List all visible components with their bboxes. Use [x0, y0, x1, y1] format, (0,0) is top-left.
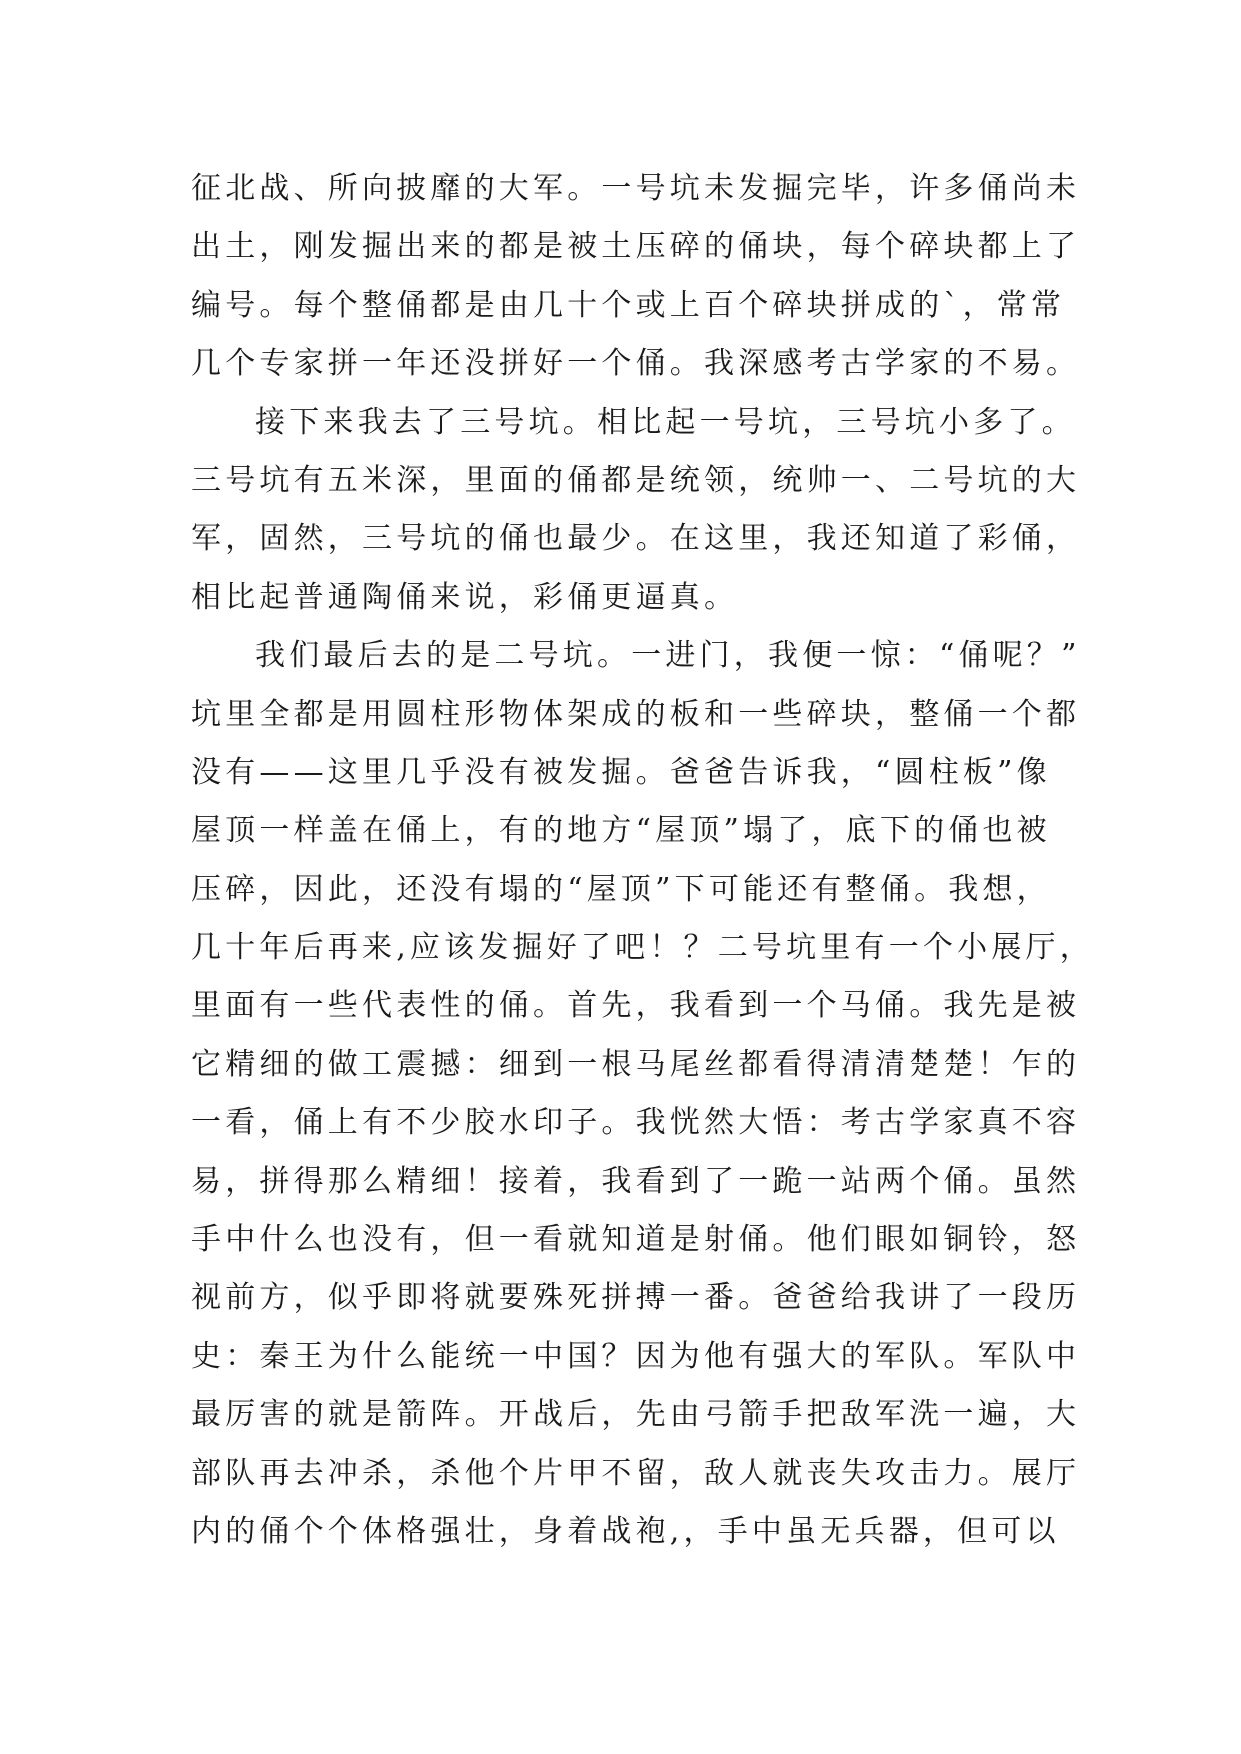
text-line: 相比起普通陶俑来说，彩俑更逼真。 — [191, 579, 739, 615]
text-line: 三号坑有五米深，里面的俑都是统领，统帅一、二号坑的大 — [191, 462, 1081, 498]
text-line: 几个专家拼一年还没拼好一个俑。我深感考古学家的不易。 — [191, 346, 1081, 382]
text-line: 内的俑个个体格强壮，身着战袍,，手中虽无兵器，但可以 — [191, 1513, 1060, 1549]
paragraph-first-line: 我们最后去的是二号坑。一进门，我便一惊：“俑呢？” — [255, 638, 1081, 674]
text-line: 它精细的做工震撼：细到一根马尾丝都看得清清楚楚！乍的 — [191, 1046, 1081, 1082]
text-line: 部队再去冲杀，杀他个片甲不留，敌人就丧失攻击力。展厅 — [191, 1455, 1081, 1491]
paragraph-first-line: 接下来我去了三号坑。相比起一号坑，三号坑小多了。 — [255, 404, 1076, 440]
text-line: 编号。每个整俑都是由几十个或上百个碎块拼成的`，常常 — [191, 287, 1066, 323]
text-line: 军，固然，三号坑的俑也最少。在这里，我还知道了彩俑， — [191, 521, 1081, 557]
text-line: 易，拼得那么精细！接着，我看到了一跪一站两个俑。虽然 — [191, 1163, 1081, 1199]
body-text — [191, 160, 1094, 1561]
text-line: 坑里全都是用圆柱形物体架成的板和一些碎块，整俑一个都 — [191, 696, 1081, 732]
text-line: 手中什么也没有，但一看就知道是射俑。他们眼如铜铃，怒 — [191, 1222, 1081, 1258]
text-line: 几十年后再来,应该发掘好了吧！？二号坑里有一个小展厅， — [191, 930, 1094, 966]
text-line: 压碎，因此，还没有塌的“屋顶”下可能还有整俑。我想， — [191, 871, 1051, 907]
text-line: 屋顶一样盖在俑上，有的地方“屋顶”塌了，底下的俑也被 — [191, 813, 1051, 849]
text-line: 没有——这里几乎没有被发掘。爸爸告诉我，“圆柱板”像 — [191, 754, 1051, 790]
text-line: 最厉害的就是箭阵。开战后，先由弓箭手把敌军洗一遍，大 — [191, 1397, 1081, 1433]
text-line: 里面有一些代表性的俑。首先，我看到一个马俑。我先是被 — [191, 988, 1081, 1024]
text-line: 视前方，似乎即将就要殊死拼搏一番。爸爸给我讲了一段历 — [191, 1280, 1081, 1316]
text-line: 史：秦王为什么能统一中国？因为他有强大的军队。军队中 — [191, 1338, 1081, 1374]
text-line: 征北战、所向披靡的大军。一号坑未发掘完毕，许多俑尚未 — [191, 171, 1081, 206]
text-line: 一看，俑上有不少胶水印子。我恍然大悟：考古学家真不容 — [191, 1105, 1081, 1141]
text-line: 出土，刚发掘出来的都是被土压碎的俑块，每个碎块都上了 — [191, 229, 1081, 265]
